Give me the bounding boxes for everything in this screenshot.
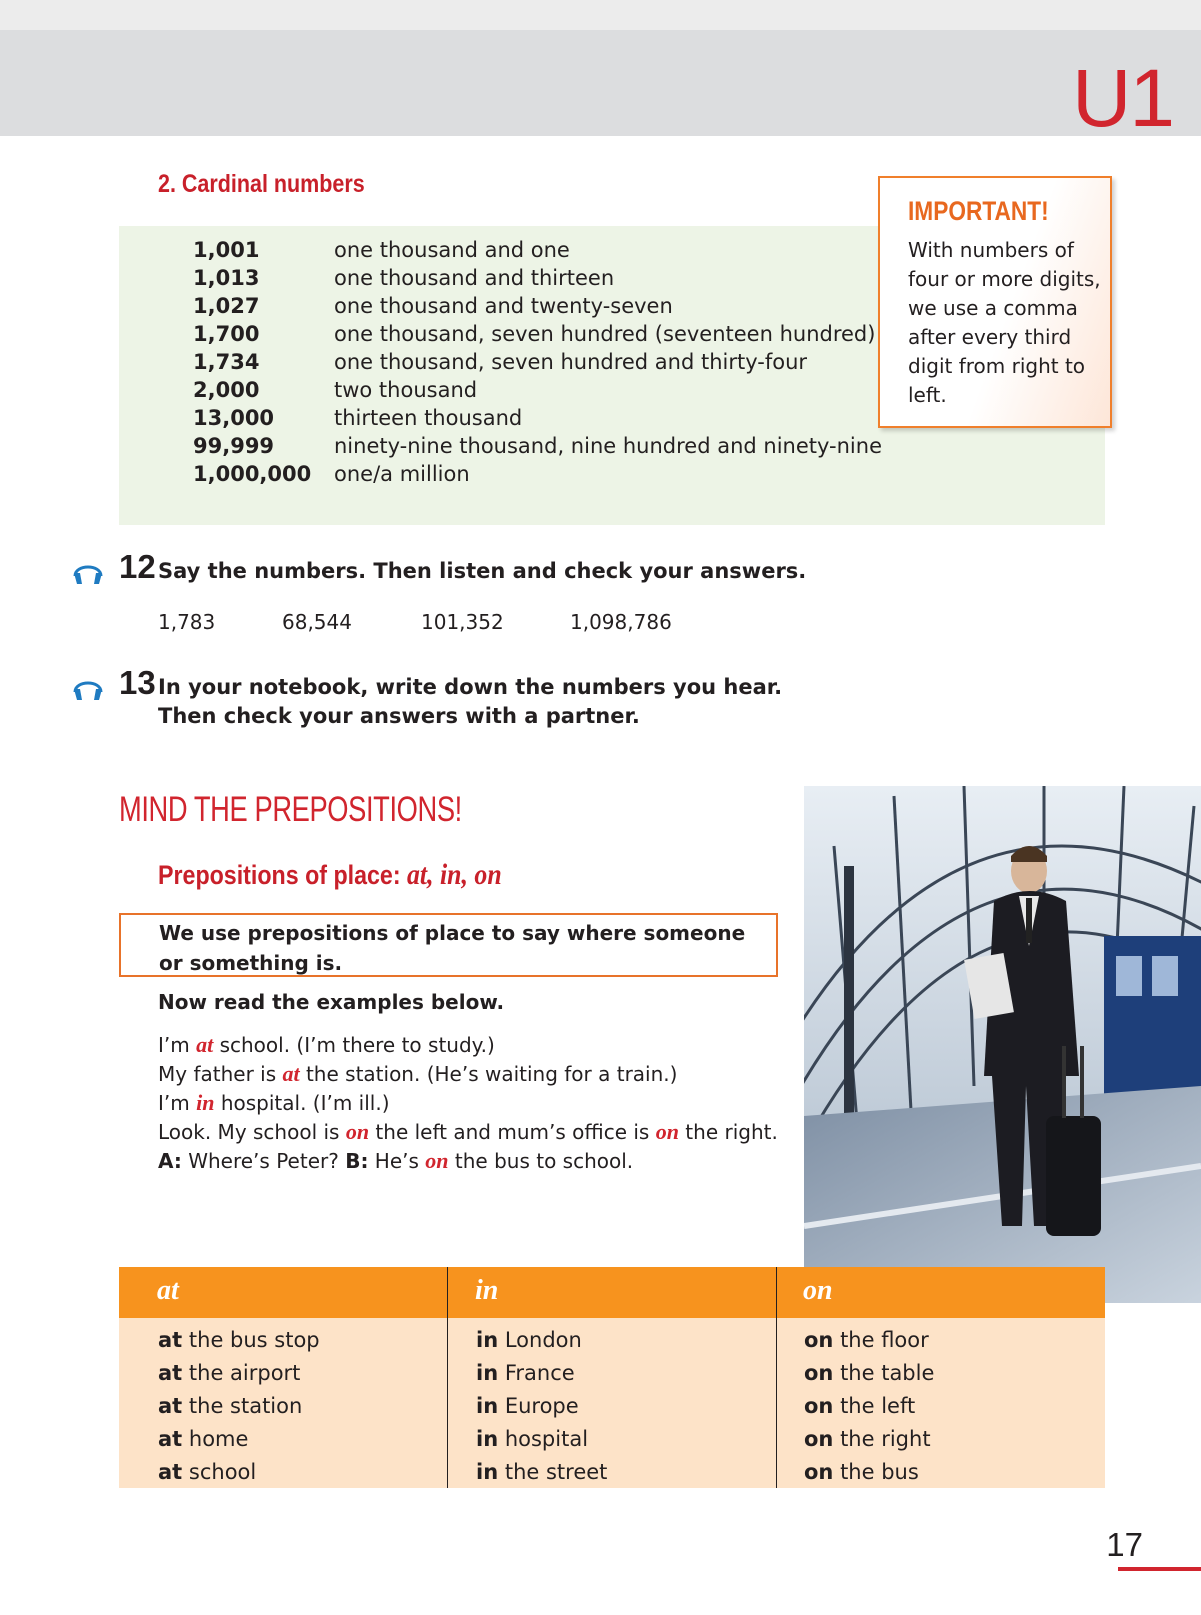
table-cell [804, 1394, 915, 1418]
table-cell [804, 1328, 929, 1352]
number-digits: 1,001 [193, 238, 260, 262]
number-words: one/a million [334, 462, 470, 486]
cell-text: London [498, 1328, 582, 1352]
exercise-12-item: 68,544 [282, 610, 352, 634]
cell-preposition: at [158, 1460, 183, 1484]
cell-text: France [498, 1361, 575, 1385]
number-digits: 1,734 [193, 350, 260, 374]
table-cell [804, 1361, 934, 1385]
headphones-icon[interactable] [71, 556, 105, 586]
exercise-12-number: 12 [119, 548, 156, 585]
cell-text: Europe [498, 1394, 579, 1418]
example-text: I’m [158, 1091, 197, 1115]
cell-text: the bus [833, 1460, 919, 1484]
number-words: thirteen thousand [334, 406, 523, 430]
prepositions-title [158, 858, 502, 892]
example-text: the station. (He’s waiting for a train.) [299, 1062, 678, 1086]
table-cell [476, 1328, 582, 1352]
preposition-highlight: on [655, 1119, 679, 1144]
cell-text: the bus stop [182, 1328, 320, 1352]
table-cell [158, 1361, 300, 1385]
table-header-label: at [157, 1275, 179, 1306]
top-band [0, 0, 1201, 30]
unit-header [0, 30, 1201, 144]
speaker-label: A: [158, 1149, 182, 1173]
example-text: the bus to school. [448, 1149, 634, 1173]
cell-preposition: on [804, 1394, 834, 1418]
speaker-label: B: [345, 1149, 369, 1173]
example-text: hospital. (I’m ill.) [214, 1091, 390, 1115]
example-text: the right. [678, 1120, 778, 1144]
exercise-12-item: 101,352 [421, 610, 504, 634]
preposition-highlight: on [425, 1148, 449, 1173]
table-header-label: on [803, 1275, 833, 1306]
important-title: IMPORTANT! [908, 196, 1049, 226]
mind-heading: MIND THE PREPOSITIONS! [119, 790, 462, 829]
table-header-at [119, 1267, 437, 1318]
cell-preposition: in [476, 1427, 499, 1451]
cell-preposition: on [804, 1361, 834, 1385]
exercise-12-instruction: Say the numbers. Then listen and check your answers. [158, 559, 807, 583]
table-header-on [765, 1267, 1105, 1318]
rule-box [119, 913, 778, 977]
example-sentence [158, 1030, 778, 1059]
read-instruction: Now read the examples below. [158, 990, 505, 1014]
number-digits: 99,999 [193, 434, 275, 458]
example-text: I’m [158, 1033, 197, 1057]
example-sentence [158, 1117, 778, 1146]
example-text: the left and mum’s office is [369, 1120, 656, 1144]
cell-preposition: at [158, 1427, 183, 1451]
cell-text: the airport [182, 1361, 301, 1385]
number-digits: 1,027 [193, 294, 260, 318]
cell-text: school [182, 1460, 257, 1484]
exercise-13-instruction-line2: Then check your answers with a partner. [158, 704, 640, 728]
number-words: one thousand and thirteen [334, 266, 615, 290]
cell-preposition: at [158, 1394, 183, 1418]
cell-preposition: in [476, 1394, 499, 1418]
cell-text: the station [182, 1394, 303, 1418]
number-digits: 1,700 [193, 322, 260, 346]
important-note [878, 176, 1112, 428]
preposition-highlight: at [282, 1061, 300, 1086]
table-cell [476, 1361, 575, 1385]
cell-preposition: on [804, 1460, 834, 1484]
cell-text: the table [833, 1361, 935, 1385]
cell-preposition: at [158, 1361, 183, 1385]
number-words: ninety-nine thousand, nine hundred and ninety-nine [334, 434, 882, 458]
exercise-12-item: 1,783 [158, 610, 216, 634]
exercise-12-item: 1,098,786 [570, 610, 672, 634]
example-sentence [158, 1088, 778, 1117]
section-title: 2. Cardinal numbers [158, 170, 365, 198]
table-cell [476, 1460, 607, 1484]
cell-text: the street [498, 1460, 608, 1484]
preposition-highlight: at [196, 1032, 214, 1057]
table-cell [158, 1460, 256, 1484]
number-words: one thousand and twenty-seven [334, 294, 673, 318]
number-words: one thousand, seven hundred (seventeen hundred) [334, 322, 876, 346]
example-sentence [158, 1146, 778, 1175]
number-digits: 1,013 [193, 266, 260, 290]
cell-text: home [182, 1427, 249, 1451]
example-text: school. (I’m there to study.) [213, 1033, 495, 1057]
example-text: Look. My school is [158, 1120, 346, 1144]
exercise-13-number: 13 [119, 664, 156, 701]
table-cell [476, 1394, 579, 1418]
table-cell [804, 1460, 919, 1484]
number-words: one thousand and one [334, 238, 570, 262]
cell-preposition: on [804, 1328, 834, 1352]
example-text: He’s [368, 1149, 426, 1173]
example-sentence [158, 1059, 778, 1088]
table-cell [158, 1394, 302, 1418]
number-digits: 13,000 [193, 406, 275, 430]
table-cell [476, 1427, 588, 1451]
important-text: With numbers of four or more digits, we use a comma after every third digit from right to left. [908, 238, 1101, 407]
cell-preposition: in [476, 1361, 499, 1385]
cell-preposition: at [158, 1328, 183, 1352]
cell-text: the floor [833, 1328, 929, 1352]
preposition-highlight: on [345, 1119, 370, 1144]
prepositions-title-text: Prepositions of place: [158, 860, 401, 890]
cell-preposition: in [476, 1460, 499, 1484]
prepositions-title-words: at, in, on [407, 858, 502, 891]
preposition-highlight: in [196, 1090, 215, 1115]
table-cell [804, 1427, 931, 1451]
cell-preposition: on [804, 1427, 834, 1451]
example-text: Where’s Peter? [181, 1149, 346, 1173]
examples-list [158, 1030, 778, 1175]
table-header-in [437, 1267, 765, 1318]
rule-text: We use prepositions of place to say where someone or something is. [159, 921, 746, 975]
cell-text: the left [833, 1394, 916, 1418]
exercise-13-instruction-line1: In your notebook, write down the numbers you hear. [158, 675, 783, 699]
table-divider [447, 1267, 448, 1488]
table-header-label: in [475, 1275, 499, 1306]
headphones-icon[interactable] [71, 672, 105, 702]
table-cell [158, 1427, 248, 1451]
number-words: two thousand [334, 378, 478, 402]
number-words: one thousand, seven hundred and thirty-four [334, 350, 808, 374]
cell-text: the right [833, 1427, 931, 1451]
cell-preposition: in [476, 1328, 499, 1352]
number-digits: 1,000,000 [193, 462, 312, 486]
page-number: 17 [1106, 1526, 1143, 1563]
table-divider [776, 1267, 777, 1488]
example-text: My father is [158, 1062, 283, 1086]
cell-text: hospital [498, 1427, 589, 1451]
station-photo [804, 786, 1201, 1303]
unit-label: U1 [1072, 53, 1173, 144]
table-cell [158, 1328, 320, 1352]
page-number-rule [1118, 1567, 1201, 1571]
prepositions-table [119, 1267, 1105, 1488]
number-digits: 2,000 [193, 378, 260, 402]
